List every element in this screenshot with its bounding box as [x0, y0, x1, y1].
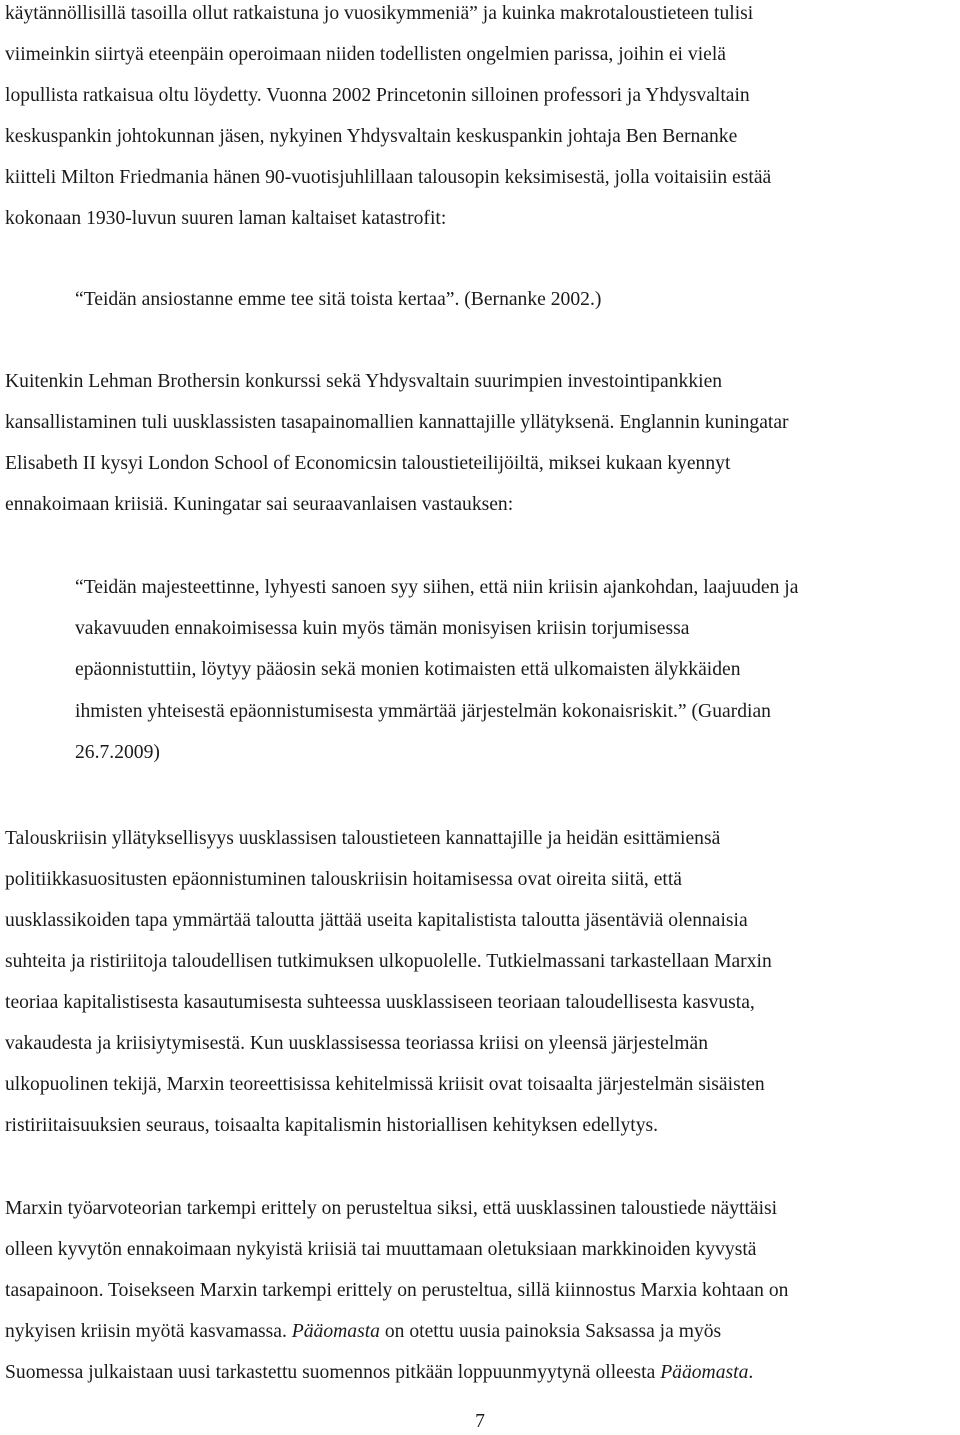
text-line: uusklassikoiden tapa ymmärtää taloutta jättää useita kapitalistista taloutta jäsentäviä olennaisia: [5, 910, 748, 931]
book-title-italic: Pääomasta: [291, 1321, 380, 1342]
text-line: tasapainoon. Toisekseen Marxin tarkempi erittely on perusteltua, sillä kiinnostus Marxia kohtaan on: [5, 1280, 789, 1301]
text-line: käytännöllisillä tasoilla ollut ratkaistuna jo vuosikymmeniä” ja kuinka makrotaloustieteen tulisi: [5, 3, 754, 24]
text-line: kiitteli Milton Friedmania hänen 90-vuotisjuhlillaan talousopin keksimisestä, jolla voitaisiin estää: [5, 167, 772, 188]
text-line: suhteita ja ristiriitoja taloudellisen tutkimuksen ulkopuolelle. Tutkielmassani tarkastellaan Marxin: [5, 951, 772, 972]
text-run: .: [748, 1362, 754, 1383]
quote-line: epäonnistuttiin, löytyy pääosin sekä monien kotimaisten että ulkomaisten älykkäiden: [75, 659, 741, 680]
text-line: [5, 1319, 721, 1345]
text-run: nykyisen kriisin myötä kasvamassa.: [5, 1321, 292, 1342]
text-line: Talouskriisin yllätyksellisyys uusklassisen taloustieteen kannattajille ja heidän esittämiensä: [5, 828, 721, 849]
text-line: olleen kyvytön ennakoimaan nykyistä kriisiä tai muuttamaan oletuksiaan markkinoiden kyvystä: [5, 1239, 757, 1260]
text-line: lopullista ratkaisua oltu löydetty. Vuonna 2002 Princetonin silloinen professori ja Yhdysvaltain: [5, 85, 750, 106]
text-line: [5, 1360, 753, 1386]
page-number: 7: [475, 1411, 485, 1432]
quote-text: “Teidän ansiostanne emme tee sitä toista kertaa”. (Bernanke 2002.): [75, 289, 602, 310]
quote-line: ihmisten yhteisestä epäonnistumisesta ymmärtää järjestelmän kokonaisriskit.” (Guardian: [75, 701, 771, 722]
text-line: ulkopuolinen tekijä, Marxin teoreettisissa kehitelmissä kriisit ovat toisaalta järjestelmän sisäisten: [5, 1074, 765, 1095]
text-line: Elisabeth II kysyi London School of Economicsin taloustieteilijöiltä, miksei kukaan kyennyt: [5, 453, 731, 474]
text-line: keskuspankin johtokunnan jäsen, nykyinen Yhdysvaltain keskuspankin johtaja Ben Bernanke: [5, 126, 738, 147]
quote-line: “Teidän majesteettinne, lyhyesti sanoen syy siihen, että niin kriisin ajankohdan, laajuuden ja: [75, 577, 799, 598]
text-run: Suomessa julkaistaan uusi tarkastettu suomennos pitkään loppuunmyytynä olleesta: [5, 1362, 661, 1383]
text-line: kansallistaminen tuli uusklassisten tasapainomallien kannattajille yllätyksenä. Englannin kuningatar: [5, 412, 789, 433]
quote-line: vakavuuden ennakoimisessa kuin myös tämän monisyisen kriisin torjumisessa: [75, 618, 690, 639]
text-line: viimeinkin siirtyä eteenpäin operoimaan niiden todellisten ongelmien parissa, joihin ei vielä: [5, 44, 726, 65]
text-line: politiikkasuositusten epäonnistuminen talouskriisin hoitamisessa ovat oireita siitä, että: [5, 869, 682, 890]
text-line: ristiriitaisuuksien seuraus, toisaalta kapitalismin historiallisen kehityksen edellytys.: [5, 1115, 659, 1136]
text-line: Kuitenkin Lehman Brothersin konkurssi sekä Yhdysvaltain suurimpien investointipankkien: [5, 371, 723, 392]
text-line: kokonaan 1930-luvun suuren laman kaltaiset katastrofit:: [5, 208, 447, 229]
quote-line: 26.7.2009): [75, 742, 160, 763]
text-line: teoriaa kapitalistisesta kasautumisesta suhteessa uusklassiseen teoriaan taloudellisesta kasvusta,: [5, 992, 755, 1013]
text-line: ennakoimaan kriisiä. Kuningatar sai seuraavanlaisen vastauksen:: [5, 494, 514, 515]
text-line: Marxin työarvoteorian tarkempi erittely on perusteltua siksi, että uusklassinen taloustiede näyttäisi: [5, 1198, 778, 1219]
text-run: on otettu uusia painoksia Saksassa ja myös: [379, 1321, 722, 1342]
text-line: vakaudesta ja kriisiytymisestä. Kun uusklassisessa teoriassa kriisi on yleensä järjestelmän: [5, 1033, 709, 1054]
book-title-italic: Pääomasta: [660, 1362, 749, 1383]
